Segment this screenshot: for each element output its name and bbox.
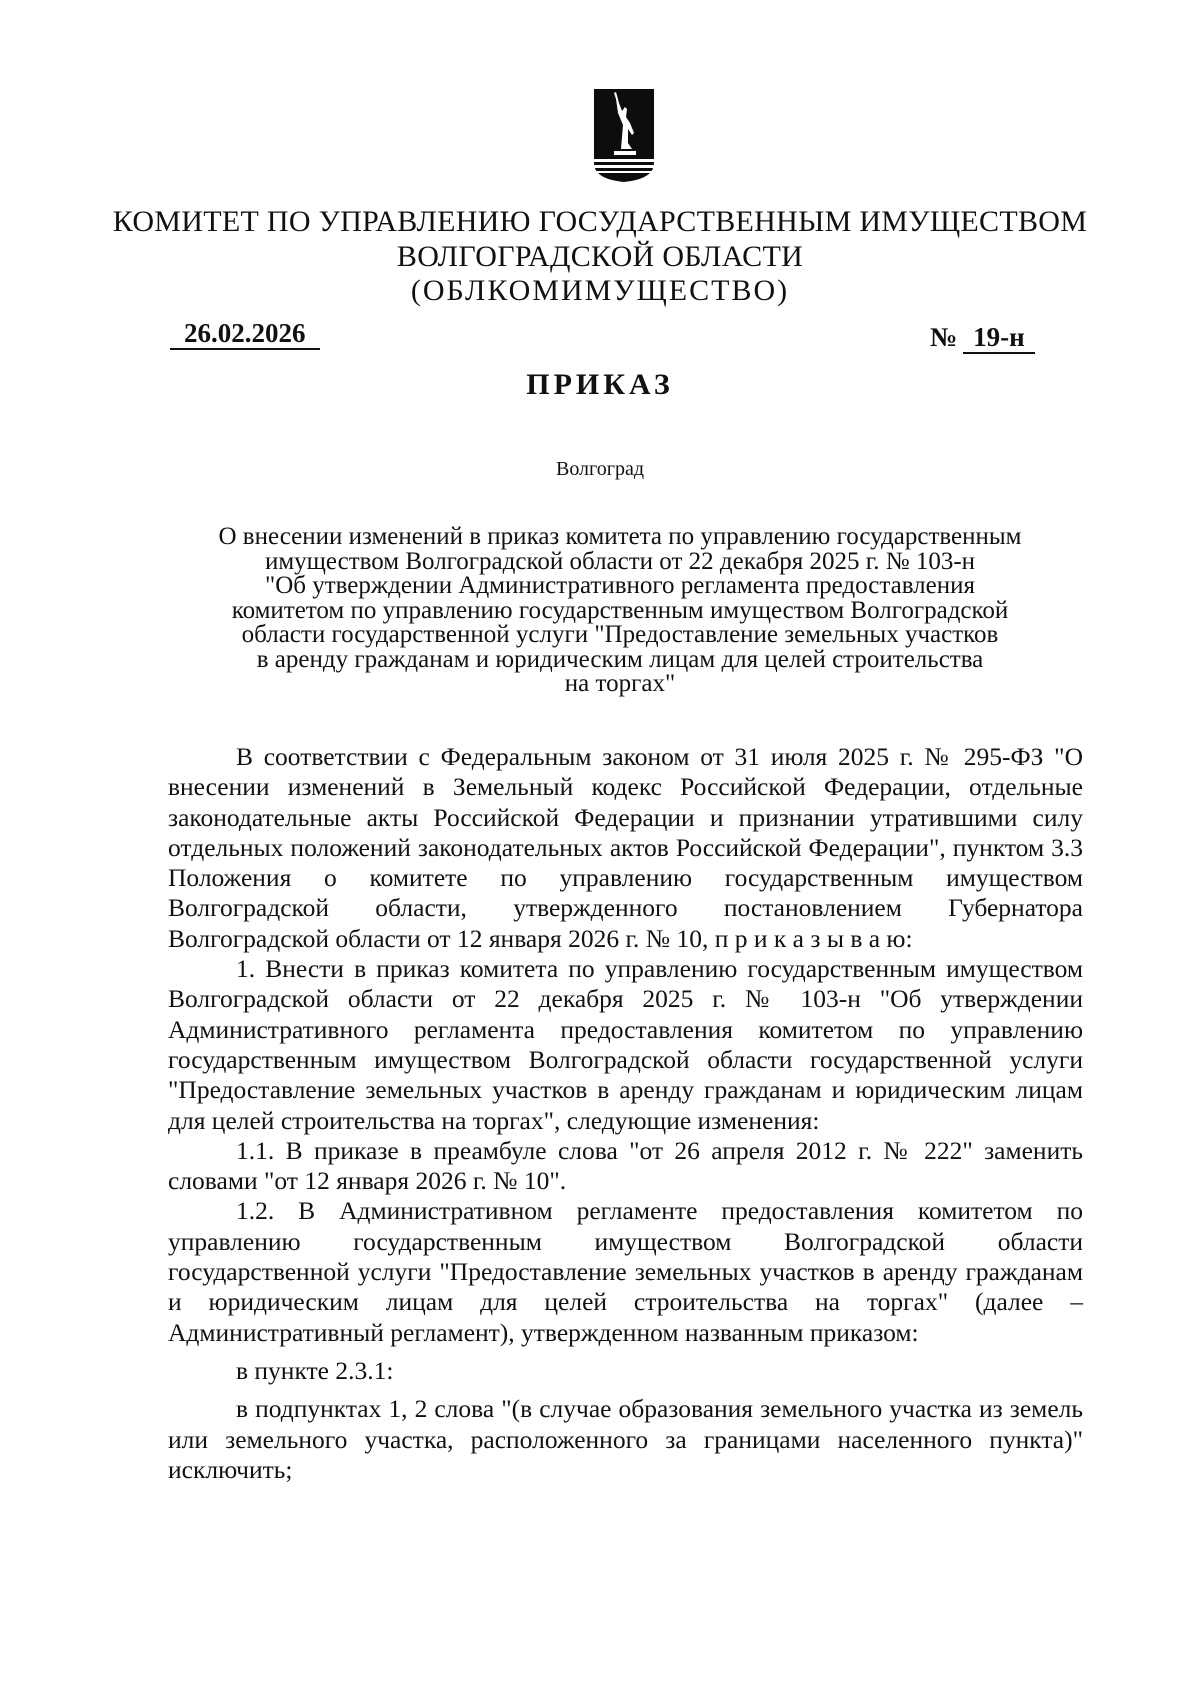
document-date: 26.02.2026 (170, 318, 320, 350)
document-subject (160, 525, 1080, 697)
subject-line: "Об утверждении Административного регламента предоставления (265, 572, 975, 599)
subject-line: области государственной услуги "Предоставление земельных участков (241, 621, 999, 648)
body-paragraph-subclause: в подпунктах 1, 2 слова "(в случае образования земельного участка из земель или земельного участка, расположенного за границами населенного пункта)" исключить; (168, 1394, 1083, 1484)
city-name: Волгоград (555, 458, 645, 480)
body-paragraph-item-1-2: 1.2. В Административном регламенте предоставления комитетом по управлению государственным имуществом Волгоградской области государственной услуги "Предоставление земельных участков в аренду гражданам и юридическим лицам для целей строительства на торгах" (далее – Административный регламент), утвержденном названным приказом: (168, 1196, 1083, 1347)
subject-line: на торгах" (564, 670, 676, 697)
document-body (168, 742, 1083, 1485)
organization-name-line-1: КОМИТЕТ ПО УПРАВЛЕНИЮ ГОСУДАРСТВЕННЫМ ИМУЩЕСТВОМ (112, 205, 1088, 238)
number-value: 19-н (963, 322, 1035, 354)
organization-name-line-2: ВОЛГОГРАДСКОЙ ОБЛАСТИ (396, 240, 804, 273)
document-number (930, 322, 1035, 354)
body-paragraph-clause: в пункте 2.3.1: (236, 1355, 394, 1385)
body-paragraph-item-1: 1. Внести в приказ комитета по управлению государственным имуществом Волгоградской области от 22 декабря 2025 г. № 103-н "Об утверждении Административного регламента предоставления комитетом по управлению государственным имуществом Волгоградской области государственной услуги "Предоставление земельных участков в аренду гражданам и юридическим лицам для целей строительства на торгах", следующие изменения: (168, 954, 1083, 1135)
volgograd-coat-of-arms-icon (590, 85, 658, 185)
subject-line: в аренду гражданам и юридическим лицам для целей строительства (256, 645, 984, 673)
number-label: № (930, 322, 958, 352)
body-paragraph-preamble: В соответствии с Федеральным законом от 31 июля 2025 г. № 295-ФЗ "О внесении изменений в Земельный кодекс Российской Федерации, отдельные законодательные акты Российской Федерации и признании утратившими силу отдельных положений законодательных актов Российской Федерации", пунктом 3.3 Положения о комитете по управлению государственным имуществом Волгоградской области, утвержденного постановлением Губернатора Волгоградской области от 12 января 2026 г. № 10, п р и к а з ы в а ю: (168, 742, 1083, 953)
subject-line: имуществом Волгоградской области от 22 декабря 2025 г. № 103-н (264, 547, 976, 575)
subject-line: комитетом по управлению государственным имуществом Волгоградской (231, 596, 1009, 624)
subject-line: О внесении изменений в приказ комитета по управлению государственным (218, 523, 1022, 550)
organization-short-name: (ОБЛКОМИМУЩЕСТВО) (410, 274, 790, 307)
document-type-title: ПРИКАЗ (526, 368, 674, 401)
body-paragraph-item-1-1: 1.1. В приказе в преамбуле слова "от 26 апреля 2012 г. № 222" заменить словами "от 12 января 2026 г. № 10". (168, 1135, 1083, 1196)
